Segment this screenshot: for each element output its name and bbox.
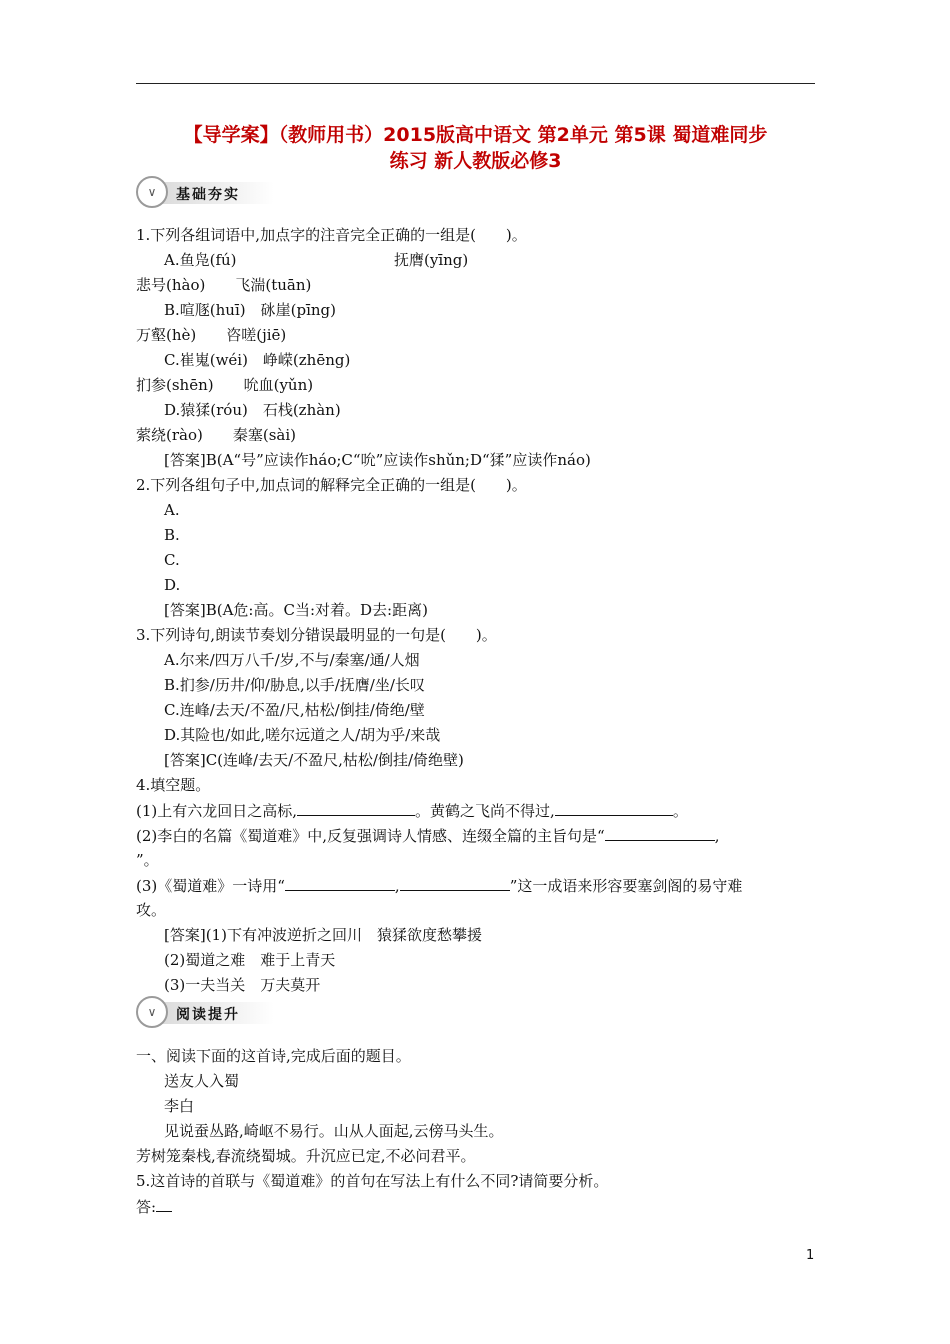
q1-option-c-cont: 扪参(shēn) 吮血(yǔn) [136, 376, 314, 394]
reading-intro: 一、阅读下面的这首诗,完成后面的题目。 [136, 1047, 411, 1065]
fill-blank[interactable] [400, 873, 510, 891]
q1-option-a-cont: 悲号(hào) 飞湍(tuān) [136, 276, 312, 294]
reading-block [136, 1044, 815, 1219]
q2-option-c: C. [164, 551, 180, 569]
section-banner-basics [136, 176, 276, 210]
fill-blank[interactable] [605, 823, 715, 841]
q1-option-b: B.喧豗(huī) 砯崖(pīng) [164, 301, 336, 319]
question-3-stem: 3.下列诗句,朗读节奏划分错误最明显的一句是( )。 [136, 626, 497, 644]
header-rule [136, 83, 815, 84]
title-line-2: 练习 新人教版必修3 [389, 150, 562, 172]
section-label: 阅读提升 [176, 1007, 240, 1023]
q3-option-a: A.尔来/四万八千/岁,不与/秦塞/通/人烟 [164, 651, 420, 669]
q1-option-d: D.猿猱(róu) 石栈(zhàn) [164, 401, 341, 419]
q1-answer: [答案]B(A“号”应读作háo;C“吮”应读作shǔn;D“猱”应读作náo) [164, 451, 591, 469]
q1-option-a: A.鱼凫(fú) 抚膺(yīng) [164, 251, 469, 269]
poem-author: 李白 [164, 1097, 195, 1115]
exercise-block [136, 223, 815, 998]
q4-answer-1: [答案](1)下有冲波逆折之回川 猿猱欲度愁攀援 [164, 926, 482, 944]
poem-line-2: 芳树笼秦栈,春流绕蜀城。升沉应已定,不必问君平。 [136, 1147, 476, 1165]
poem-line-1: 见说蚕丛路,崎岖不易行。山从人面起,云傍马头生。 [164, 1122, 504, 1140]
document-title [136, 122, 815, 174]
q4-answer-3: (3)一夫当关 万夫莫开 [164, 976, 321, 994]
q5-answer-line: 答: [136, 1194, 815, 1219]
page-number: 1 [806, 1248, 815, 1263]
fill-blank[interactable] [297, 798, 415, 816]
q4-part-3-cont: 攻。 [136, 901, 167, 919]
q4-part-2-cont: ”。 [136, 851, 159, 869]
fill-blank[interactable] [285, 873, 395, 891]
poem-title: 送友人入蜀 [164, 1072, 240, 1090]
q1-option-b-cont: 万壑(hè) 咨嗟(jiē) [136, 326, 287, 344]
question-2-stem: 2.下列各组句子中,加点词的解释完全正确的一组是( )。 [136, 476, 527, 494]
q1-option-c: C.崔嵬(wéi) 峥嵘(zhēng) [164, 351, 351, 369]
q3-option-d: D.其险也/如此,嗟尔远道之人/胡为乎/来哉 [164, 726, 441, 744]
fill-blank[interactable] [555, 798, 673, 816]
q3-answer: [答案]C(连峰/去天/不盈尺,枯松/倒挂/倚绝壁) [164, 751, 464, 769]
q3-option-b: B.扪参/历井/仰/胁息,以手/抚膺/坐/长叹 [164, 676, 425, 694]
q4-part-2: (2)李白的名篇《蜀道难》中,反复强调诗人情感、连缀全篇的主旨句是“ , [136, 823, 815, 848]
q3-option-c: C.连峰/去天/不盈/尺,枯松/倒挂/倚绝/壁 [164, 701, 425, 719]
question-1-stem: 1.下列各组词语中,加点字的注音完全正确的一组是( )。 [136, 226, 527, 244]
q1-option-d-cont: 萦绕(rào) 秦塞(sài) [136, 426, 296, 444]
q4-part-1: (1)上有六龙回日之高标, 。黄鹤之飞尚不得过, 。 [136, 798, 815, 823]
q4-part-3: (3)《蜀道难》一诗用“ , ”这一成语来形容要塞剑阁的易守难 [136, 873, 815, 898]
chevron-down-icon: ∨ [136, 176, 168, 208]
chevron-down-icon: ∨ [136, 996, 168, 1028]
section-banner-reading [136, 996, 276, 1030]
q2-option-d: D. [164, 576, 181, 594]
q2-option-b: B. [164, 526, 180, 544]
q2-answer: [答案]B(A危:高。C当:对着。D去:距离) [164, 601, 428, 619]
question-4-stem: 4.填空题。 [136, 776, 211, 794]
q4-answer-2: (2)蜀道之难 难于上青天 [164, 951, 336, 969]
question-5-stem: 5.这首诗的首联与《蜀道难》的首句在写法上有什么不同?请简要分析。 [136, 1172, 609, 1190]
section-label: 基础夯实 [176, 187, 240, 203]
title-line-1: 【导学案】（教师用书）2015版高中语文 第2单元 第5课 蜀道难同步 [183, 124, 768, 146]
q2-option-a: A. [164, 501, 180, 519]
answer-blank[interactable] [156, 1194, 172, 1212]
